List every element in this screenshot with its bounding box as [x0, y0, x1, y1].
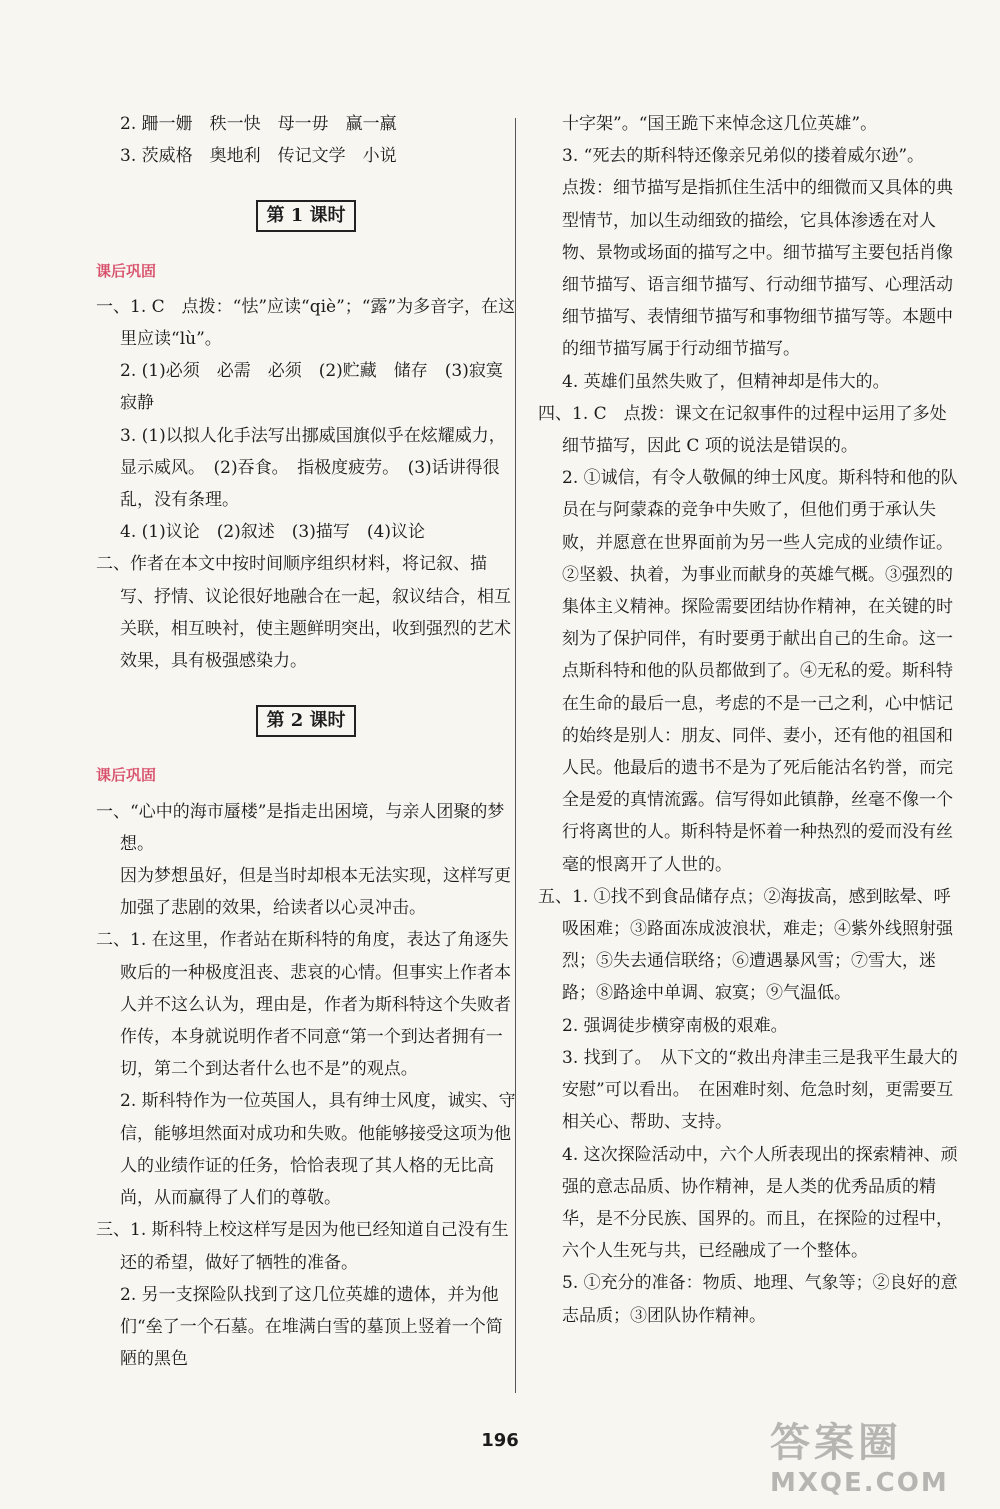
section-label: 课后巩固 — [96, 766, 157, 785]
answer-paragraph: 二、1. 在这里，作者站在斯科特的角度，表达了角逐失败后的一种极度沮丧、悲哀的心情。但事实上作者本人并不这么认为，理由是，作者为斯科特这个失败者作传，本身就说明作者不同意“第一个到达者拥有一切，第二个到达者什么也不是”的观点。 — [96, 930, 511, 1080]
answer-paragraph: 五、1. ①找不到食品储存点；②海拔高，感到眩晕、呼吸困难；③路面冻成波浪状，难走；④紫外线照射强烈；⑤失去通信联络；⑥遭遇暴风雪；⑦雪大，迷路；⑧路途中单调、寂寞；⑨气温低。 — [538, 886, 953, 1004]
answer-paragraph: 4. 这次探险活动中，六个人所表现出的探索精神、顽强的意志品质、协作精神，是人类的优秀品质的精华，是不分民族、国界的。而且，在探险的过程中，六个人生死与共，已经融成了一个整体。 — [562, 1144, 958, 1262]
lesson-heading-1: 第 1 课时 — [96, 200, 516, 232]
answer-paragraph: 3. “死去的斯科特还像亲兄弟似的搂着威尔逊”。 — [562, 146, 925, 167]
page-number: 196 — [481, 1430, 519, 1451]
answer-paragraph: 2. (1)必须 必需 必须 (2)贮藏 储存 (3)寂寞 寂静 — [120, 361, 520, 414]
left-column — [96, 108, 520, 1375]
answer-paragraph: 2. 强调徒步横穿南极的艰难。 — [562, 1015, 788, 1036]
answer-paragraph: 2. 另一支探险队找到了这几位英雄的遗体，并为他们“垒了一个石墓。在堆满白雪的墓顶上竖着一个简陋的黑色 — [120, 1284, 503, 1370]
answer-paragraph: 因为梦想虽好，但是当时却根本无法实现，这样写更加强了悲剧的效果，给读者以心灵冲击。 — [120, 866, 511, 919]
answer-paragraph: 一、“心中的海市蜃楼”是指走出困境，与亲人团聚的梦想。 — [96, 801, 505, 854]
answer-paragraph: 点拨：细节描写是指抓住生活中的细微而又具体的典型情节，加以生动细致的描绘，它具体渗透在对人物、景物或场面的描写之中。细节描写主要包括肖像细节描写、语言细节描写、行动细节描写、心理活动细节描写、表情细节描写和事物细节描写等。本题中的细节描写属于行动细节描写。 — [562, 178, 953, 360]
watermark-site-text: MXQE.COM — [770, 1468, 949, 1498]
answer-paragraph: 十字架”。“国王跪下来悼念这几位英雄”。 — [562, 114, 878, 134]
answer-paragraph: 二、作者在本文中按时间顺序组织材料，将记叙、描写、抒情、议论很好地融合在一起，叙议结合，相互关联，相互映衬，使主题鲜明突出，收到强烈的艺术效果，具有极强感染力。 — [96, 554, 511, 672]
answer-paragraph: 2. ①诚信，有令人敬佩的绅士风度。斯科特和他的队员在与阿蒙森的竞争中失败了，但他们勇于承认失败，并愿意在世界面前为另一些人完成的业绩作证。②坚毅、执着，为事业而献身的英雄气概。③强烈的集体主义精神。探险需要团结协作精神，在关键的时刻为了保护同伴，有时要勇于献出自己的生命。这一点斯科特和他的队员都做到了。④无私的爱。斯科特在生命的最后一息，考虑的不是一己之利，心中惦记的始终是别人：朋友、同伴、妻小，还有他的祖国和人民。他最后的遗书不是为了死后能沽名钓誉，而完全是爱的真情流露。信写得如此镇静，丝毫不像一个行将离世的人。斯科特是怀着一种热烈的爱而没有丝毫的恨离开了人世的。 — [562, 468, 958, 875]
answer-line: 3. 茨威格 奥地利 传记文学 小说 — [120, 146, 397, 167]
section-label: 课后巩固 — [96, 261, 157, 280]
lesson-heading-2: 第 2 课时 — [96, 705, 516, 737]
answer-paragraph: 4. 英雄们虽然失败了，但精神却是伟大的。 — [562, 371, 890, 392]
answer-paragraph: 一、1. C 点拨：“怯”应读“qiè”；“露”为多音字，在这里应读“lù”。 — [96, 296, 516, 350]
answer-paragraph: 5. ①充分的准备：物质、地理、气象等；②良好的意志品质；③团队协作精神。 — [562, 1273, 958, 1326]
answer-paragraph: 3. (1)以拟人化手法写出挪威国旗似乎在炫耀威力，显示威风。 (2)吞食。 指极度疲劳。 (3)话讲得很乱，没有条理。 — [120, 425, 506, 511]
watermark-logo-text: 答案圈 — [770, 1420, 902, 1466]
watermark-logo — [770, 1411, 980, 1498]
answer-paragraph: 4. (1)议论 (2)叙述 (3)描写 (4)议论 — [120, 522, 425, 543]
right-column — [538, 108, 958, 1332]
answer-paragraph: 3. 找到了。 从下文的“救出舟津圭三是我平生最大的安慰”可以看出。 在困难时刻、危急时刻，更需要互相关心、帮助、支持。 — [562, 1047, 958, 1133]
answer-line: 2. 跚一姗 秩一快 母一毋 赢一羸 — [120, 114, 397, 134]
answer-paragraph: 2. 斯科特作为一位英国人，具有绅士风度，诚实、守信，能够坦然面对成功和失败。他能够接受这项为他人的业绩作证的任务，恰恰表现了其人格的无比高尚，从而赢得了人们的尊敬。 — [120, 1091, 516, 1209]
answer-paragraph: 三、1. 斯科特上校这样写是因为他已经知道自己没有生还的希望，做好了牺牲的准备。 — [96, 1220, 509, 1273]
answer-paragraph: 四、1. C 点拨：课文在记叙事件的过程中运用了多处细节描写，因此 C 项的说法是错误的。 — [538, 403, 947, 457]
